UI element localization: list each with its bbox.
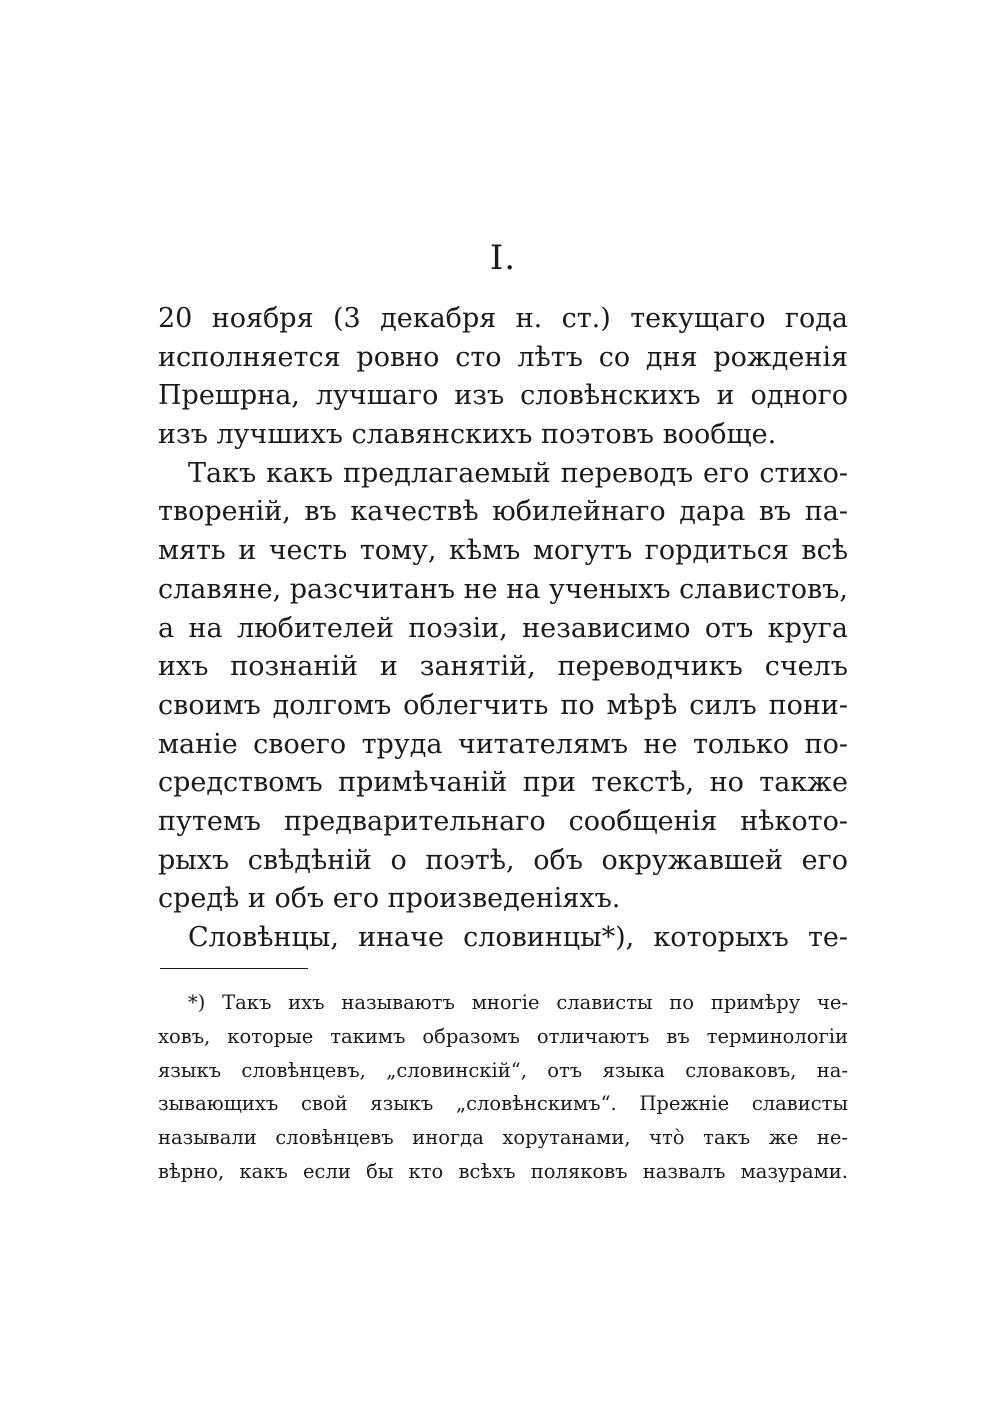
body-line: славяне, разсчитанъ не на ученыхъ славистовъ,: [158, 573, 848, 605]
footnote-line: ховъ, которые такимъ образомъ отличаютъ въ терминологіи: [158, 1024, 848, 1048]
book-page: [158, 0, 848, 1419]
body-line: изъ лучшихъ славянскихъ поэтовъ вообще.: [158, 419, 777, 451]
body-line: а на любителей поэзіи, независимо отъ круга: [158, 612, 848, 644]
footnote-line: зывающихъ свой языкъ „словѣнскимъ“. Прежніе слависты: [158, 1092, 848, 1116]
footnote-line: вѣрно, какъ если бы кто всѣхъ поляковъ назвалъ мазурами.: [158, 1159, 848, 1183]
main-text: [158, 300, 848, 958]
body-line: 20 ноября (3 декабря н. ст.) текущаго года: [158, 303, 848, 334]
footnote-line: *) Такъ ихъ называютъ многіе слависты по примѣру че-: [188, 991, 848, 1014]
body-line: ихъ познаній и занятій, переводчикъ счелъ: [158, 651, 848, 683]
body-line: мять и честь тому, кѣмъ могутъ гордиться всѣ: [158, 535, 848, 567]
body-line: Словѣнцы, иначе словинцы*), которыхъ те-: [188, 922, 848, 953]
body-line: рыхъ свѣдѣній о поэтѣ, объ окружавшей его: [158, 844, 848, 876]
footnote-divider: [160, 968, 308, 969]
body-line: Прешрна, лучшаго изъ словѣнскихъ и одного: [158, 380, 848, 412]
body-line: твореній, въ качествѣ юбилейнаго дара въ па-: [158, 496, 848, 528]
footnote-line: языкъ словѣнцевъ, „словинскій“, отъ языка словаковъ, на-: [158, 1058, 848, 1082]
body-line: маніе своего труда читателямъ не только по-: [158, 728, 848, 760]
footnote: [158, 986, 848, 1189]
body-line: исполняется ровно сто лѣтъ со дня рожденія: [158, 341, 848, 373]
body-line: путемъ предварительнаго сообщенія нѣкото-: [158, 805, 848, 837]
body-line: средствомъ примѣчаній при текстѣ, но также: [158, 767, 848, 799]
body-line: своимъ долгомъ облегчить по мѣрѣ силъ пони-: [158, 689, 848, 721]
body-line: средѣ и объ его произведеніяхъ.: [158, 883, 621, 915]
chapter-heading: I.: [489, 238, 517, 278]
footnote-line: называли словѣнцевъ иногда хорутанами, что̀ такъ же не-: [158, 1126, 848, 1150]
body-line: Такъ какъ предлагаемый переводъ его стихо-: [188, 457, 848, 489]
